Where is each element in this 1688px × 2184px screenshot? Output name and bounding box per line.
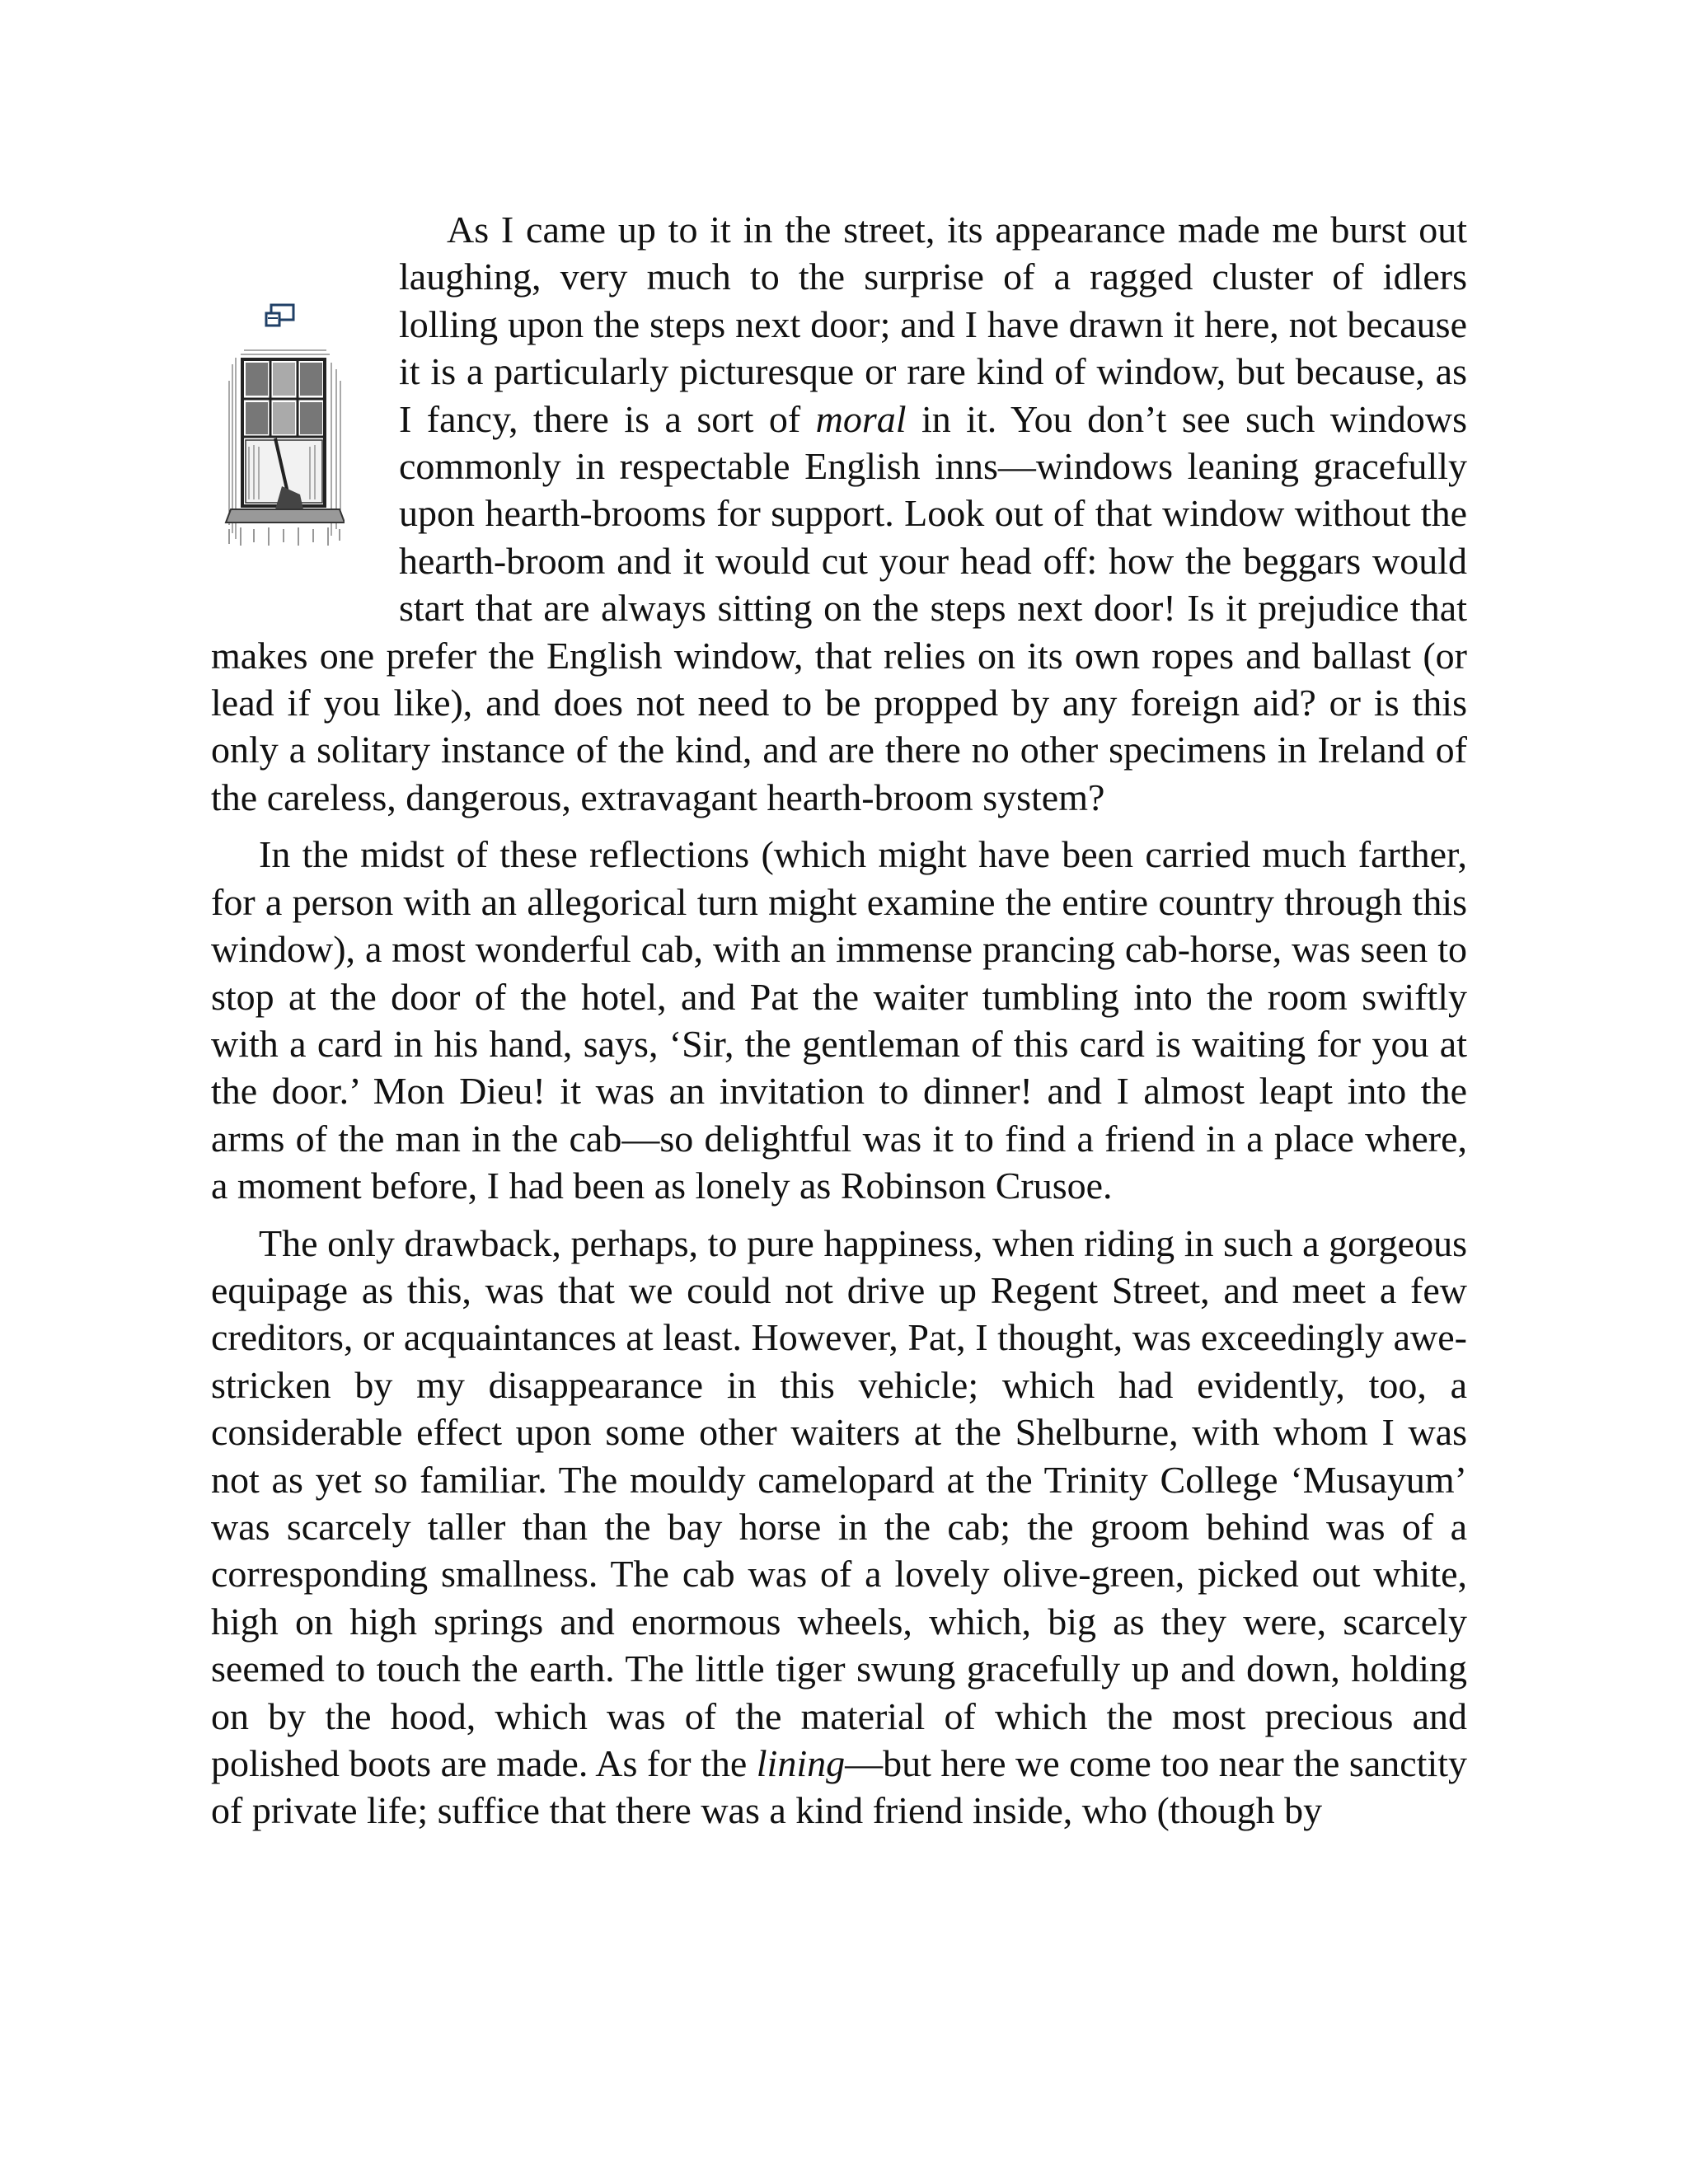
paragraph-1-text-a: As I came up to it in the street, its appearance made me burst out laughing, very much to the surprise of a ragged cluster of idlers lolling upon the steps next door; and I have drawn it here, not because it is a particularly picturesque or rare kind of window, but because, as I fancy, there is a sort of [399, 209, 1467, 440]
window-hearth-broom-illustration [224, 348, 345, 547]
paragraph-1-text-b: in it. You don’t see such windows commonly in respectable English inns—windows leaning gracefully upon hearth-brooms for support. Look out of that window without the hearth-broom and it would cut your head off: how the beggars would start that are always sitting on the steps next door! Is it prejudice that makes one prefer the English window, that relies on its own ropes and ballast (or lead if you like), and does not need to be propped by any foreign aid? or is this only a solitary instance of the kind, and are there no other specimens in Ireland of the careless, dangerous, extravagant hearth-broom system? [211, 397, 1467, 818]
paragraph-3-text-a: The only drawback, perhaps, to pure happiness, when riding in such a gorgeous equipage as this, was that we could not drive up Regent Street, and meet a few creditors, or acquaintances at least. However, Pat, I thought, was exceedingly awe-stricken by my disappearance in this vehicle; which had evidently, too, a considerable effect upon some other waiters at the Shelburne, with whom I was not as yet so familiar. The mouldy camelopard at the Trinity College ‘Musayum’ was scarcely taller than the bay horse in the cab; the groom behind was of a corresponding smallness. The cab was of a lovely olive-green, picked out white, high on high springs and enormous wheels, which, big as they were, scarcely seemed to touch the earth. The little tiger swung gracefully up and down, holding on by the hood, which was of the material of which the most precious and polished boots are made. As for the [211, 1221, 1467, 1784]
paragraph-2: In the midst of these reflections (which might have been carried much farther, for a person with an allegorical turn might examine the entire country through this window), a most wonderful cab, with an immense prancing cab-horse, was seen to stop at the door of the hotel, and Pat the waiter tumbling into the room swiftly with a card in his hand, says, ‘Sir, the gentleman of this card is waiting for you at the door.’ Mon Dieu! it was an invitation to dinner! and I almost leapt into the arms of the man in the cab—so delightful was it to find a friend in a place where, a moment before, I had been as lonely as Robinson Crusoe. [211, 833, 1467, 1207]
paragraph-1 [211, 206, 1467, 821]
paragraph-3-emphasis: lining [756, 1742, 846, 1784]
page-body [211, 206, 1467, 1835]
illustration-float [211, 206, 399, 590]
paragraph-1-emphasis: moral [815, 397, 907, 440]
expand-icon[interactable] [265, 303, 296, 328]
paragraph-3 [211, 1220, 1467, 1835]
paragraph-3-text-b: —but here we come too near the sanctity of private life; suffice that there was a kind friend inside, who (though by [211, 1742, 1468, 1832]
